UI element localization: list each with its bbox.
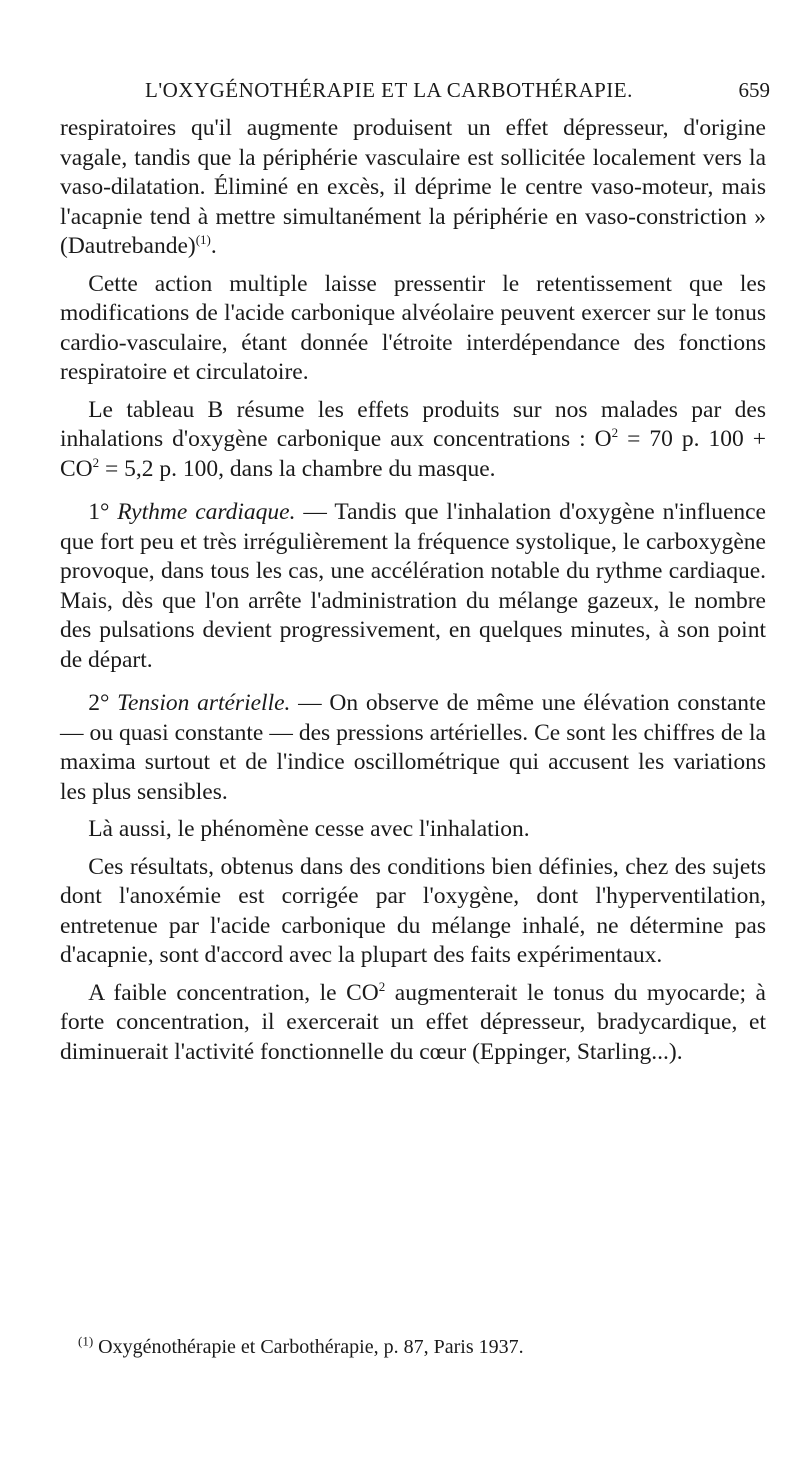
paragraph-tension-arterielle [60, 689, 766, 807]
footnote [78, 1334, 768, 1360]
section-title: Tension artérielle. [117, 690, 291, 716]
footnote-text: Oxygénothérapie et Carbothérapie, p. 87, Paris 1937. [93, 1336, 524, 1358]
running-title: L'OXYGÉNOTHÉRAPIE ET LA CARBOTHÉRAPIE. [145, 78, 633, 102]
paragraph-text: Le tableau B résume les effets produits sur nos malades par des inhalations d'oxygène carbonique aux concentrations : O [60, 396, 766, 452]
footnote-marker: (1) [78, 1333, 94, 1349]
paragraph-cardio-vasculaire: Cette action multiple laisse pressentir le retentissement que les modifications de l'acide carbonique alvéolaire peuvent exercer sur le tonus cardio-vasculaire, étant donnée l'étroite interdépendance des fonctions respiratoire et circulatoire. [60, 270, 766, 385]
subscript-number: 2 [378, 978, 386, 994]
page-number: 659 [738, 78, 770, 102]
paragraph-end: . [210, 233, 217, 259]
paragraph-text: = 5,2 p. 100, dans la chambre du masque. [99, 455, 496, 482]
paragraph-text: A faible concentration, le CO [88, 979, 379, 1006]
footnote-reference: (1) [195, 232, 211, 248]
paragraph-rythme-cardiaque [60, 498, 766, 675]
body-text [60, 114, 766, 1075]
subscript-number: 2 [92, 454, 100, 470]
paragraph-continuation [60, 114, 766, 262]
paragraph-text: augmenterait le tonus du myocarde; à forte concentration, il exercerait un effet dépresseur, bradycardique, et diminuerait l'activité fonctionnelle du cœur (Eppinger, Starling...). [60, 979, 766, 1065]
paragraph-inhalation: Là aussi, le phénomène cesse avec l'inhalation. [88, 816, 530, 842]
section-title: Rythme cardiaque. [117, 499, 296, 525]
paragraph-text: — On observe de même une élévation constante — ou quasi constante — des pressions artérielles. Ce sont les chiffres de la maxima surtout et de l'indice oscillométrique qui accusent les variations les plus sensibles. [60, 690, 766, 805]
paragraph-text: = 70 p. 100 + CO [60, 426, 766, 482]
paragraph-text: — Tandis que l'inhalation d'oxygène n'influence que fort peu et très irrégulièrement la fréquence systolique, le carboxygène provoque, dans tous les cas, une accélération notable du rythme cardiaque. Mais, dès que l'on arrête l'administration du mélange gazeux, le nombre des pulsations devient progressivement, en quelques minutes, à son point de départ. [60, 499, 766, 673]
paragraph-concentration [60, 979, 766, 1068]
subscript-number: 2 [611, 425, 619, 441]
paragraph-resultats: Ces résultats, obtenus dans des conditions bien définies, chez des sujets dont l'anoxémie est corrigée par l'oxygène, dont l'hyperventilation, entretenue par l'acide carbonique du mélange inhalé, ne détermine pas d'acapnie, sont d'accord avec la plupart des faits expérimentaux. [60, 853, 766, 968]
section-number: 2° [88, 690, 118, 716]
paragraph-tableau-b [60, 396, 766, 485]
page-header [60, 78, 770, 112]
paragraph-text: respiratoires qu'il augmente produisent un effet dépresseur, d'origine vagale, tandis que la périphérie vasculaire est sollicitée localement vers la vaso-dilatation. Éliminé en excès, il déprime le centre vaso-moteur, mais l'acapnie tend à mettre simultanément la périphérie en vaso-constriction » (Dautrebande) [60, 115, 766, 259]
section-number: 1° [88, 499, 118, 525]
